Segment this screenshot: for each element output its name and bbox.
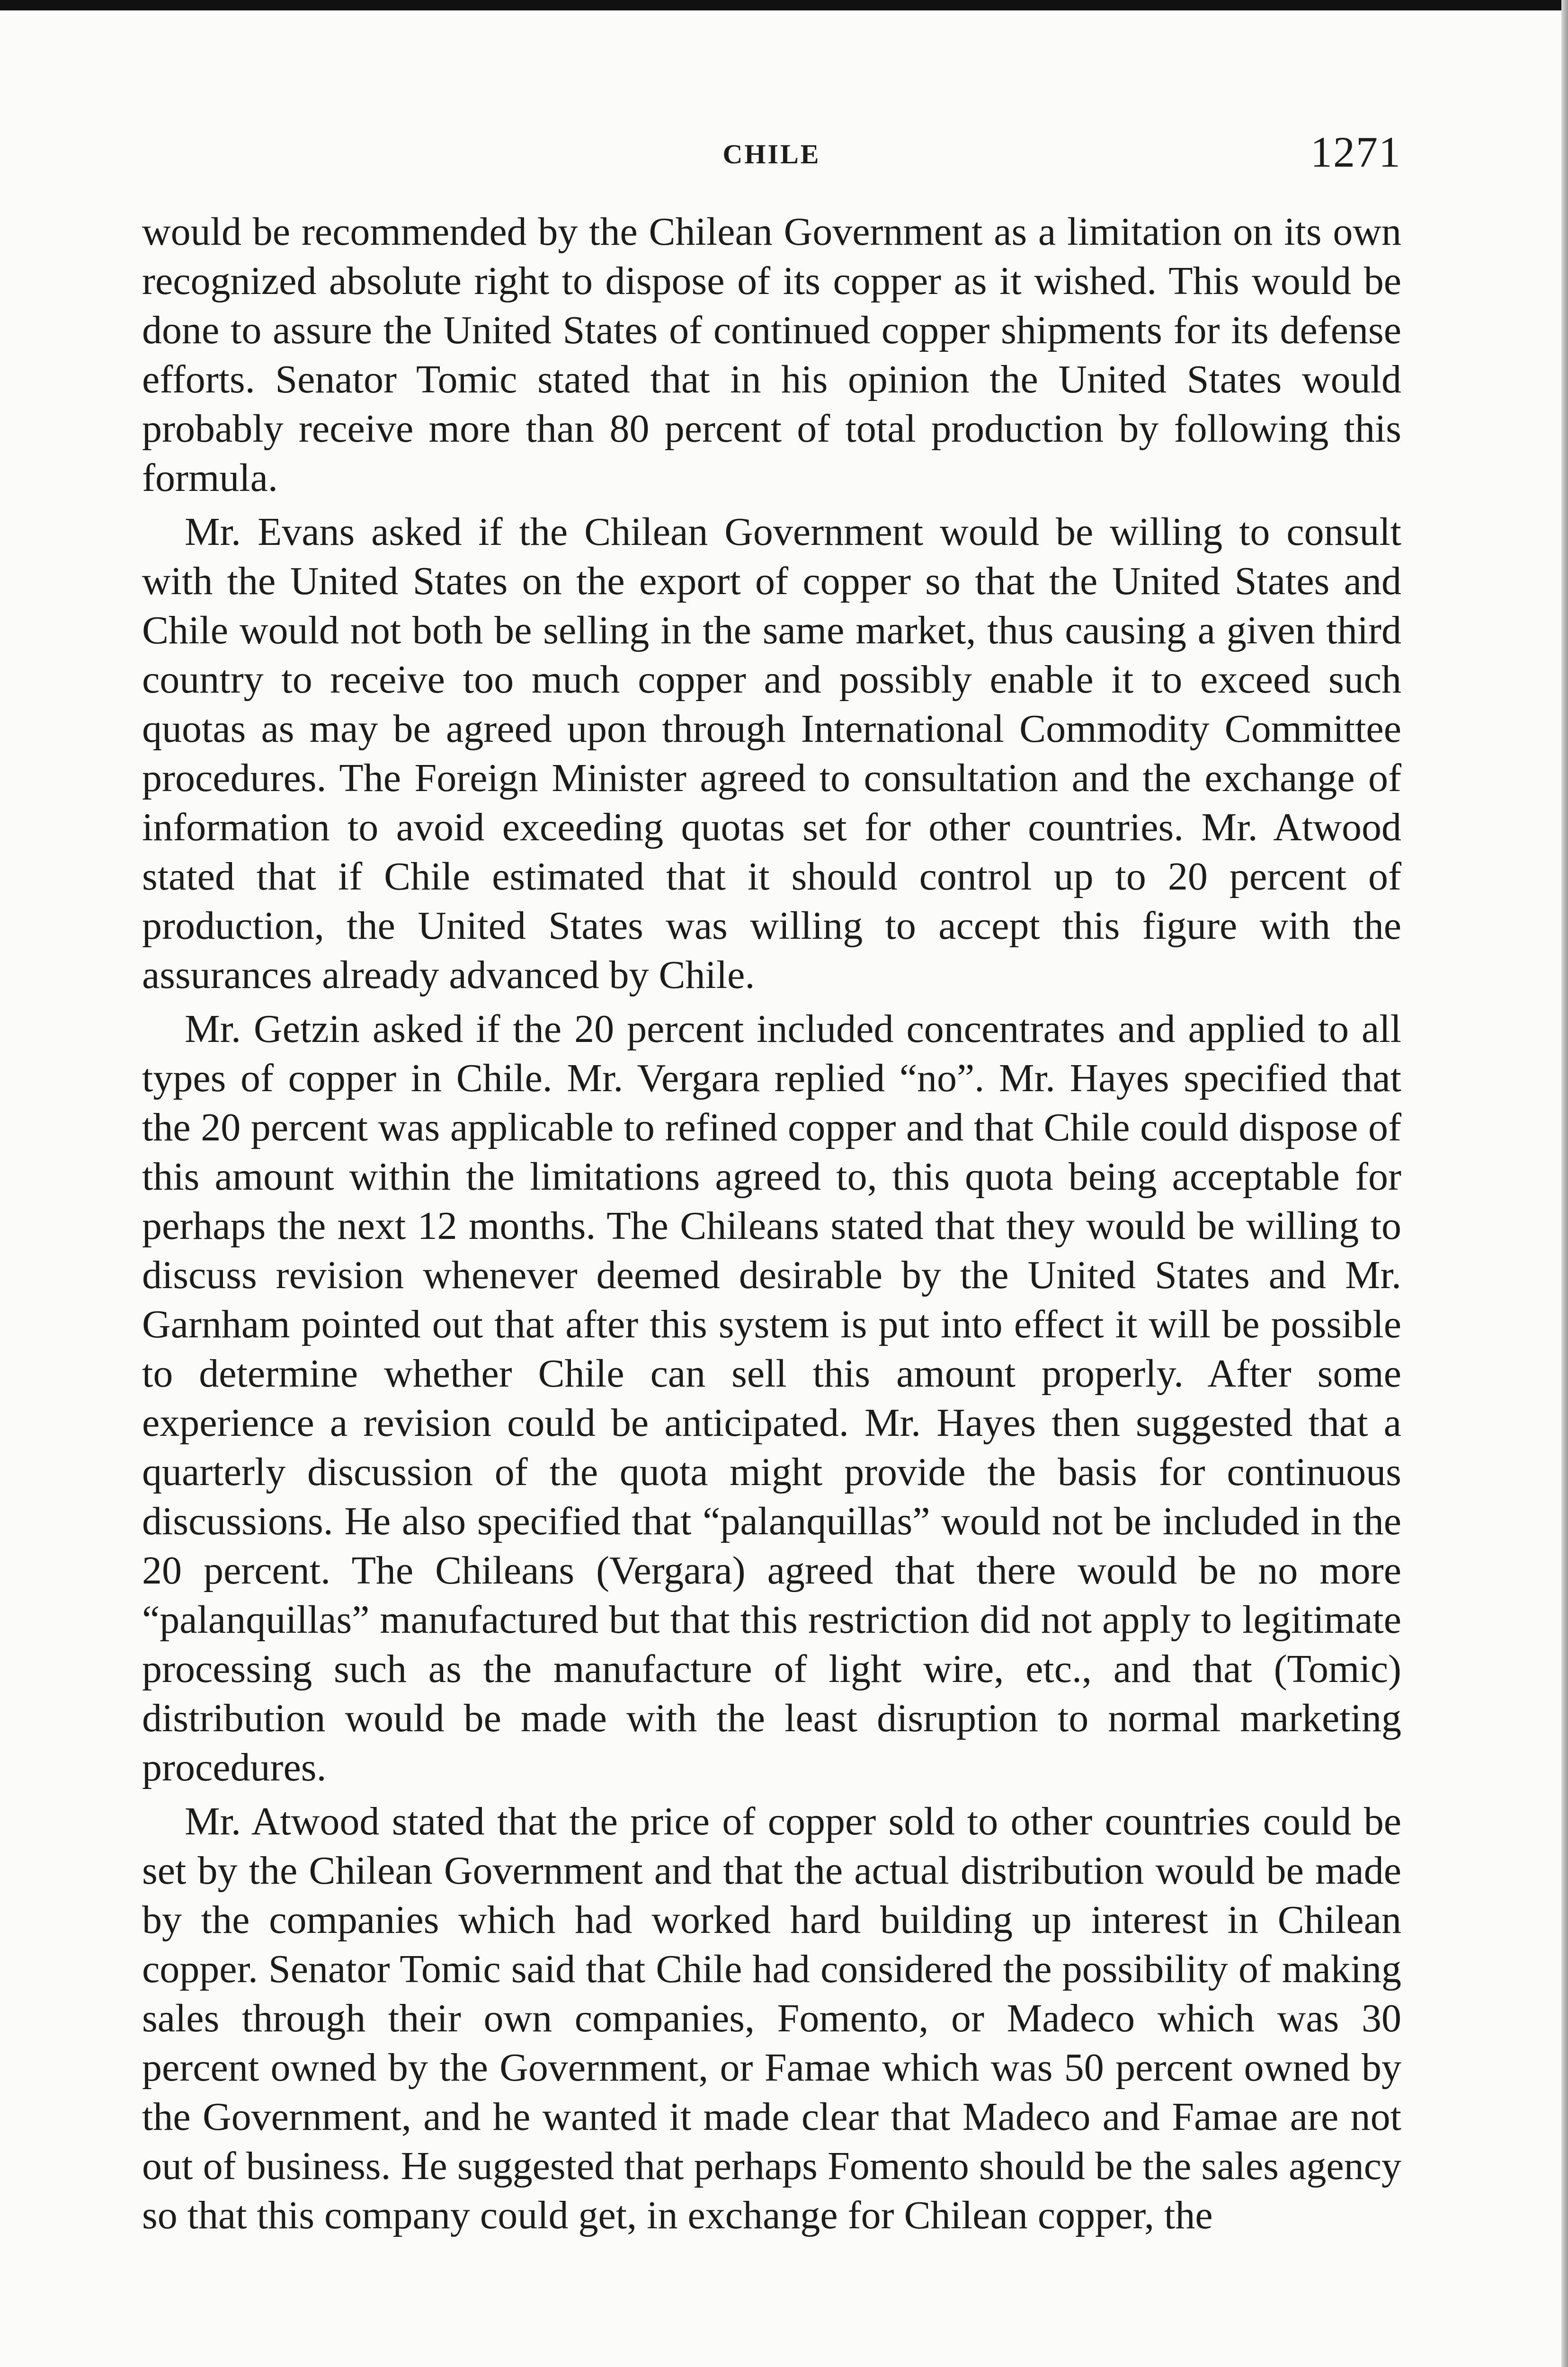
page-header	[142, 127, 1401, 184]
page-number: 1271	[1310, 128, 1401, 176]
page-top-edge	[0, 0, 1568, 10]
page-right-edge	[1561, 0, 1568, 2367]
running-head: CHILE	[722, 139, 821, 169]
paragraph-4: Mr. Atwood stated that the price of copper sold to other countries could be set by the Chilean Government and that the actual distribution would be made by the companies which had worked hard building up interest in Chilean copper. Senator Tomic said that Chile had considered the possibility of making sales through their own companies, Fomento, or Madeco which was 30 percent owned by the Government, or Famae which was 50 percent owned by the Government, and he wanted it made clear that Madeco and Famae are not out of business. He suggested that perhaps Fomento should be the sales agency so that this company could get, in exchange for Chilean copper, the	[142, 1799, 1401, 2237]
paragraph-3: Mr. Getzin asked if the 20 percent included concentrates and applied to all types of copper in Chile. Mr. Vergara replied “no”. Mr. Hayes specified that the 20 percent was applicable to refined copper and that Chile could dispose of this amount within the limitations agreed to, this quota being acceptable for perhaps the next 12 months. The Chileans stated that they would be willing to discuss revision whenever deemed desirable by the United States and Mr. Garnham pointed out that after this system is put into effect it will be possible to determine whether Chile can sell this amount properly. After some experience a revision could be anticipated. Mr. Hayes then suggested that a quarterly discussion of the quota might provide the basis for continuous discussions. He also specified that “palanquillas” would not be included in the 20 percent. The Chileans (Vergara) agreed that there would be no more “palanquillas” manufactured but that this restriction did not apply to legitimate processing such as the manufacture of light wire, etc., and that (Tomic) distribution would be made with the least disruption to normal marketing procedures.	[142, 1007, 1401, 1789]
page-body	[142, 207, 1401, 2245]
paragraph-2: Mr. Evans asked if the Chilean Government would be willing to consult with the United States on the export of copper so that the United States and Chile would not both be selling in the same market, thus causing a given third country to receive too much copper and possibly enable it to exceed such quotas as may be agreed upon through International Commodity Committee procedures. The Foreign Minister agreed to consultation and the exchange of information to avoid exceeding quotas set for other countries. Mr. Atwood stated that if Chile estimated that it should control up to 20 percent of production, the United States was willing to accept this figure with the assurances already advanced by Chile.	[142, 510, 1401, 997]
paragraph-1: would be recommended by the Chilean Government as a limitation on its own recognized absolute right to dispose of its copper as it wished. This would be done to assure the United States of continued copper shipments for its defense efforts. Senator Tomic stated that in his opinion the United States would probably receive more than 80 percent of total production by following this formula.	[142, 210, 1401, 500]
